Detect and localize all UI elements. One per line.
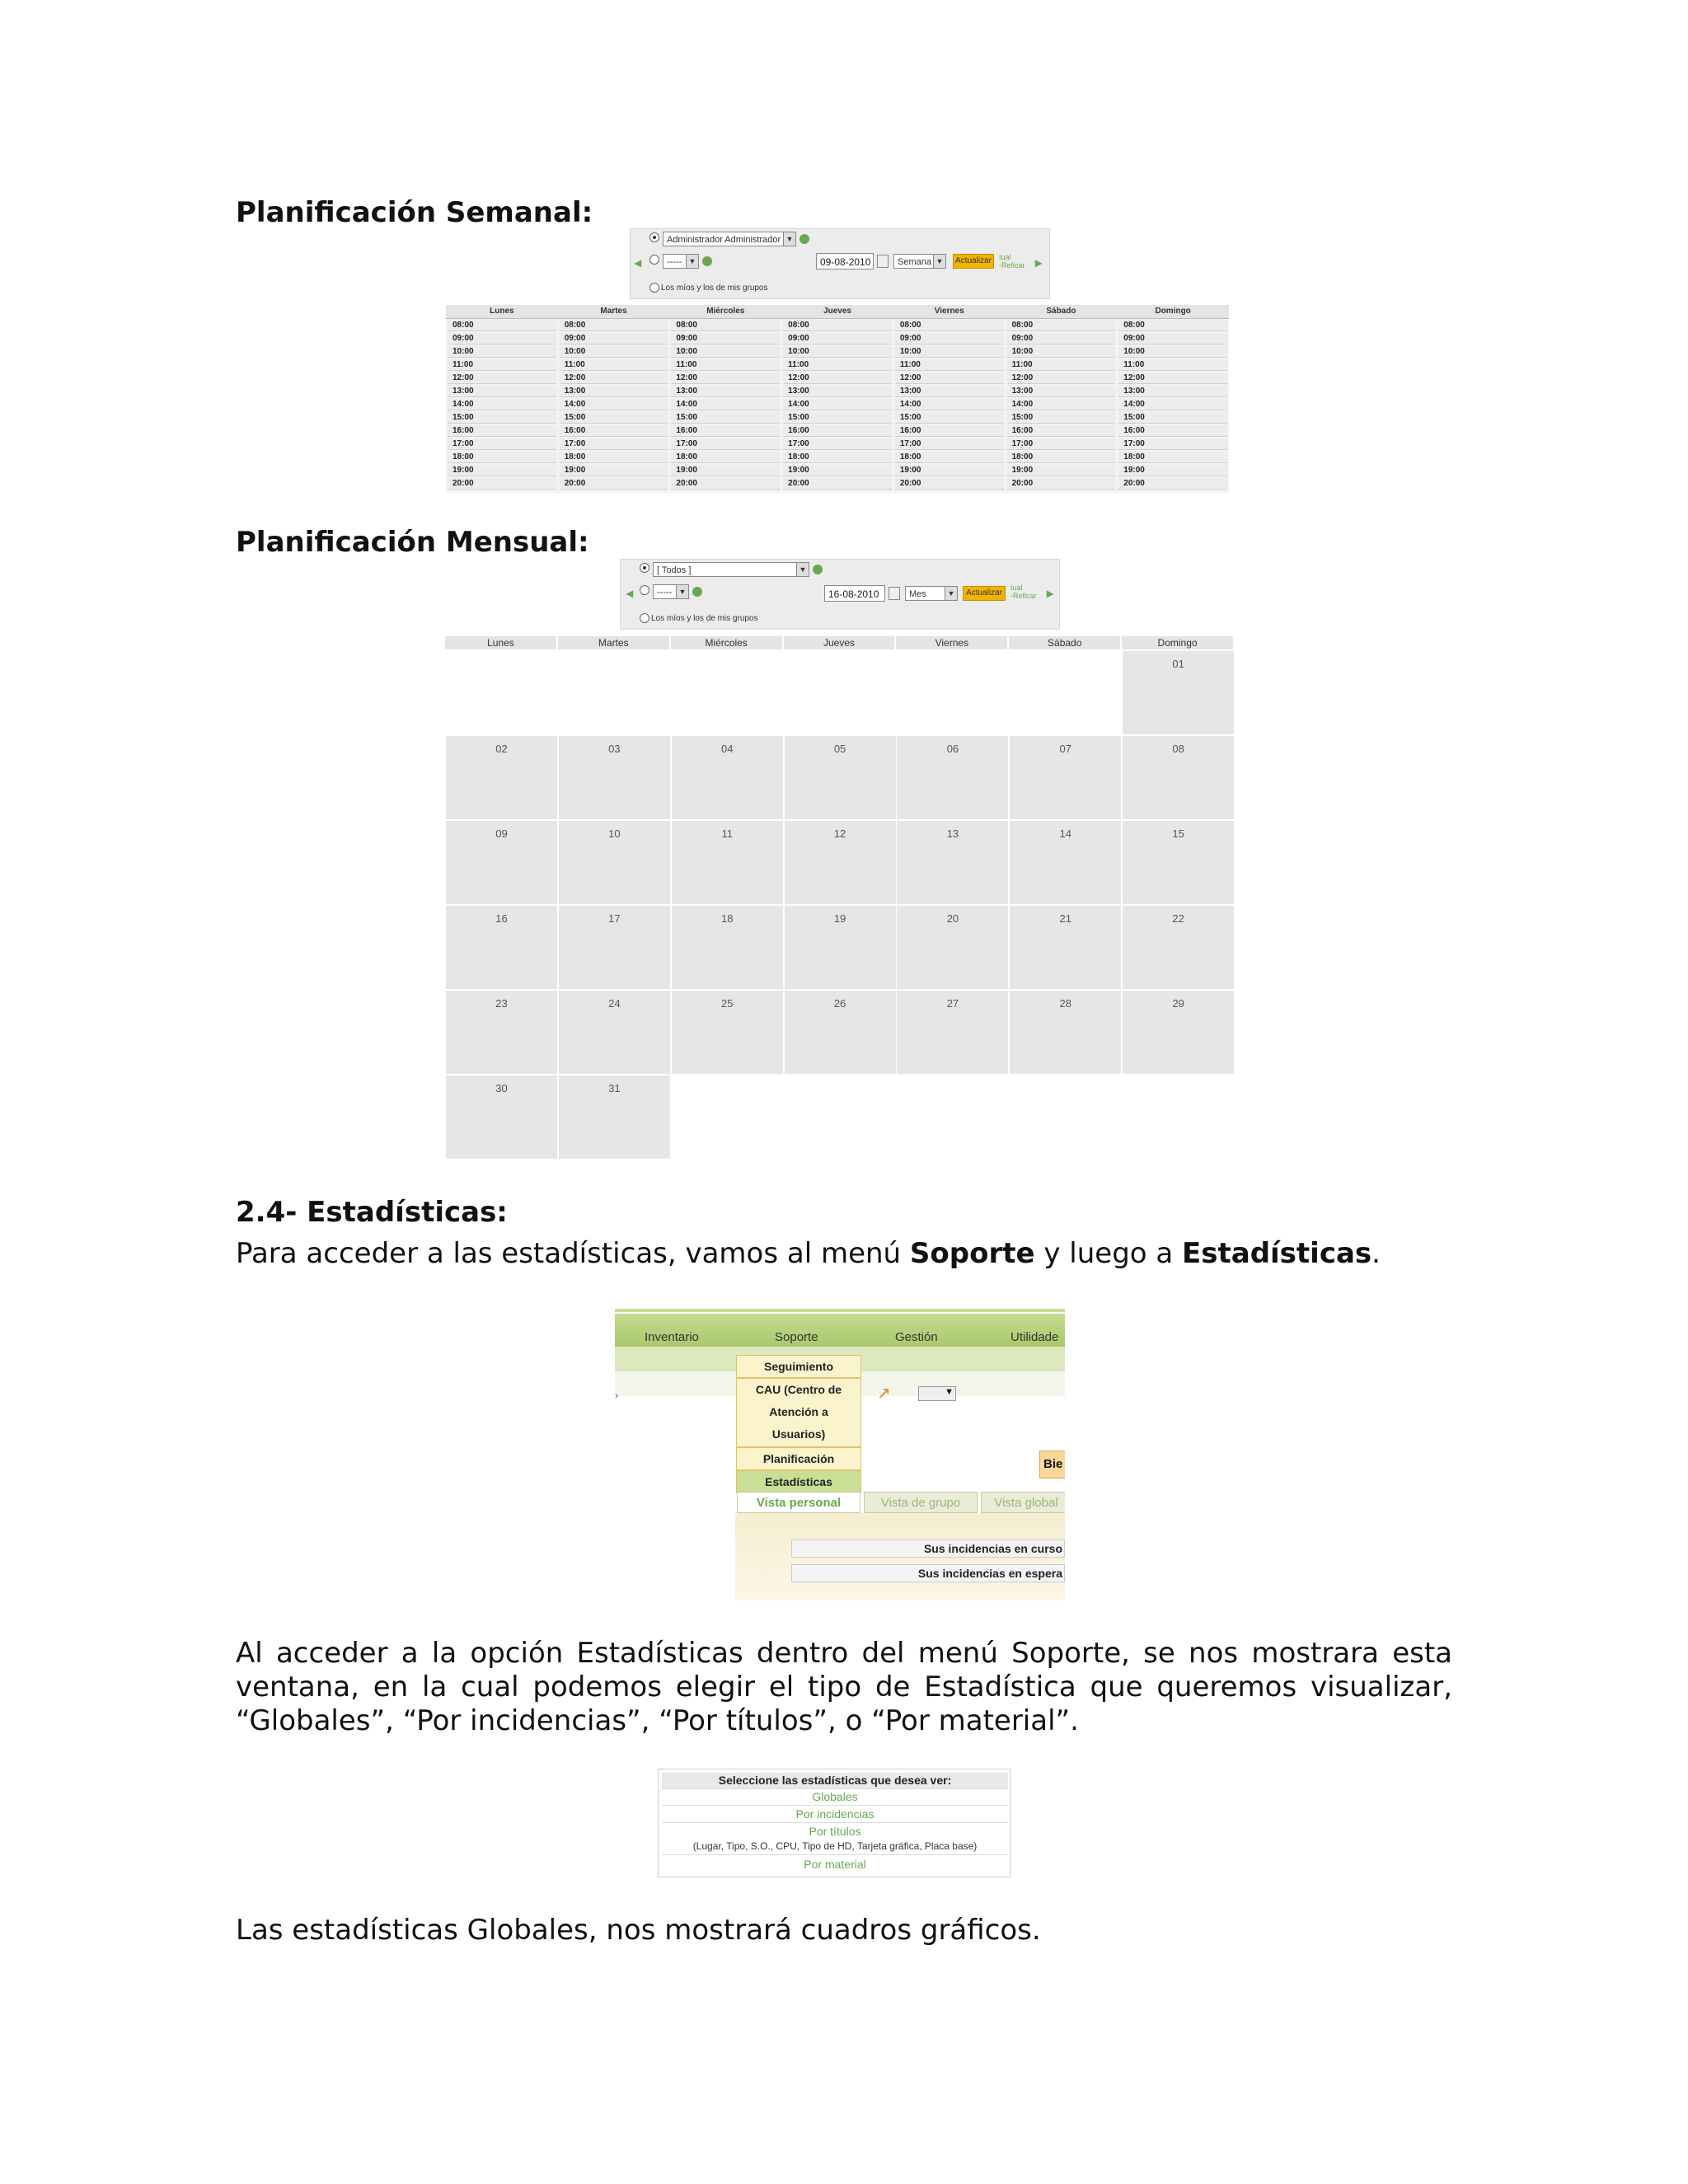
weekly-time-slot[interactable]: 20:00 (560, 478, 668, 490)
calendar-day-cell[interactable] (446, 1076, 557, 1159)
weekly-time-slot[interactable]: 15:00 (1118, 412, 1227, 424)
weekly-time-slot[interactable]: 17:00 (560, 438, 668, 450)
weekly-time-slot[interactable]: 17:00 (783, 438, 892, 450)
calendar-day-number: 15 (1172, 827, 1184, 840)
dropdown-estadisticas[interactable]: Estadísticas (736, 1470, 861, 1493)
calendar-day-number: 10 (608, 827, 621, 840)
calendar-day-number: 11 (721, 827, 733, 840)
weekly-time-slot[interactable]: 13:00 (448, 386, 556, 397)
incidencias-curso-button[interactable]: Sus incidencias en curso (791, 1540, 1065, 1558)
menu-item-soporte[interactable]: Soporte (775, 1330, 818, 1344)
weekly-time-slot[interactable]: 10:00 (1007, 346, 1116, 358)
monthly-controls (620, 559, 1060, 630)
stats-option-titulos[interactable]: Por títulos (809, 1825, 861, 1838)
monthly-day-header: Martes (558, 636, 669, 649)
weekly-day-header: Jueves (823, 307, 851, 316)
user-select[interactable]: [ Todos ] ▼ (653, 562, 809, 577)
monthly-calendar (445, 636, 1235, 1160)
tab-vista-grupo[interactable]: Vista de grupo (864, 1492, 978, 1513)
prev-arrow-icon[interactable]: ◂ (626, 587, 634, 601)
weekly-time-slot[interactable]: 09:00 (671, 333, 780, 344)
calendar-day-number: 16 (495, 912, 508, 925)
weekly-time-slot[interactable]: 18:00 (895, 452, 1004, 463)
weekly-time-slot[interactable]: 09:00 (448, 333, 556, 344)
calendar-day-cell[interactable] (672, 991, 783, 1074)
weekly-time-slot[interactable]: 13:00 (1118, 386, 1227, 397)
calendar-day-number: 21 (1059, 912, 1072, 925)
weekly-time-slot[interactable]: 10:00 (783, 346, 892, 358)
weekly-time-slot[interactable]: 12:00 (671, 373, 780, 384)
paragraph-1: Para acceder a las estadísticas, vamos al menú Soporte y luego a Estadísticas. (236, 1237, 1381, 1270)
refresh-icon[interactable] (692, 587, 702, 597)
calendar-day-number: 06 (946, 743, 959, 755)
weekly-time-slot[interactable]: 17:00 (671, 438, 780, 450)
weekly-time-slot[interactable]: 08:00 (448, 320, 556, 331)
weekly-time-slot[interactable]: 11:00 (671, 359, 780, 371)
weekly-time-slot[interactable]: 15:00 (783, 412, 892, 424)
menu-screenshot (615, 1309, 1065, 1601)
stats-option-material[interactable]: Por material (804, 1858, 866, 1871)
weekly-time-slot[interactable]: 08:00 (895, 320, 1004, 331)
user-radio[interactable] (640, 563, 649, 573)
weekly-time-slot[interactable]: 19:00 (560, 465, 668, 476)
calendar-day-number: 25 (720, 997, 734, 1010)
group-radio[interactable] (640, 585, 649, 595)
user-radio[interactable] (649, 232, 659, 242)
calendar-day-cell[interactable] (785, 736, 896, 819)
date-input[interactable]: 16-08-2010 (824, 585, 885, 602)
calendar-day-number: 02 (495, 743, 508, 755)
calendar-day-cell[interactable] (672, 906, 783, 989)
group-select[interactable]: ----- ▼ (653, 584, 689, 599)
weekly-time-slot[interactable]: 20:00 (1007, 478, 1116, 490)
calendar-icon[interactable] (889, 587, 900, 600)
calendar-day-cell[interactable] (785, 991, 896, 1074)
weekly-time-slot[interactable]: 19:00 (448, 465, 556, 476)
weekly-time-slot[interactable]: 08:00 (671, 320, 780, 331)
weekly-time-slot[interactable]: 13:00 (1007, 386, 1116, 397)
weekly-time-slot[interactable]: 15:00 (1007, 412, 1116, 424)
weekly-time-slot[interactable]: 11:00 (560, 359, 668, 371)
section-heading: 2.4- Estadísticas: (236, 1196, 508, 1229)
calendar-day-cell[interactable] (1010, 906, 1121, 989)
monthly-heading: Planificación Mensual: (236, 526, 589, 559)
calendar-day-cell[interactable] (446, 821, 557, 904)
view-select[interactable]: Semana ▼ (893, 254, 946, 269)
calendar-day-cell[interactable] (446, 736, 557, 819)
calendar-day-cell[interactable] (559, 991, 670, 1074)
stats-option-incidencias[interactable]: Por incidencias (662, 1807, 1008, 1823)
calendar-day-cell[interactable] (446, 906, 557, 989)
weekly-time-slot[interactable]: 11:00 (448, 359, 556, 371)
weekly-time-slot[interactable]: 17:00 (1007, 438, 1116, 450)
weekly-time-slot[interactable]: 16:00 (1118, 425, 1227, 437)
mine-label: Los míos y los de mis grupos (651, 614, 758, 623)
monthly-day-header: Lunes (445, 636, 556, 649)
calendar-day-cell[interactable] (559, 1076, 670, 1159)
calendar-day-number: 20 (946, 912, 959, 925)
weekly-time-slot[interactable]: 18:00 (560, 452, 668, 463)
monthly-day-header: Sábado (1009, 636, 1120, 649)
group-radio[interactable] (649, 255, 659, 265)
weekly-time-slot[interactable]: 16:00 (560, 425, 668, 437)
weekly-time-slot[interactable]: 20:00 (1118, 478, 1227, 490)
weekly-time-slot[interactable]: 12:00 (448, 373, 556, 384)
weekly-time-slot[interactable]: 19:00 (895, 465, 1004, 476)
calendar-day-number: 14 (1059, 827, 1072, 840)
calendar-day-number: 01 (1172, 658, 1184, 670)
refresh-icon[interactable] (813, 565, 823, 574)
date-input[interactable]: 09-08-2010 (816, 253, 874, 269)
mine-radio[interactable] (640, 613, 649, 623)
weekly-time-slot[interactable]: 18:00 (783, 452, 892, 463)
welcome-box: Bie (1039, 1451, 1065, 1479)
refresh-icon[interactable] (702, 256, 712, 266)
monthly-day-header: Miércoles (671, 636, 782, 649)
next-arrow-icon[interactable]: ▸ (1047, 587, 1054, 601)
chevron-right-icon: › (615, 1390, 618, 1401)
user-select[interactable]: Administrador Administrador ▼ (663, 232, 796, 246)
weekly-time-slot[interactable]: 19:00 (671, 465, 780, 476)
calendar-day-cell[interactable] (1010, 736, 1121, 819)
calendar-day-cell[interactable] (1123, 991, 1234, 1074)
calendar-day-number: 09 (495, 827, 508, 840)
calendar-day-cell[interactable] (897, 906, 1008, 989)
weekly-time-slot[interactable]: 14:00 (895, 399, 1004, 410)
calendar-day-number: 05 (833, 743, 846, 755)
calendar-day-number: 30 (495, 1082, 508, 1094)
calendar-day-number: 19 (833, 912, 846, 925)
dropdown-planificacion[interactable]: Planificación (736, 1447, 861, 1470)
weekly-time-slot[interactable]: 08:00 (560, 320, 668, 331)
calendar-day-cell[interactable] (897, 991, 1008, 1074)
calendar-day-number: 27 (946, 997, 959, 1010)
weekly-day-header: Martes (600, 307, 627, 316)
weekly-controls (630, 228, 1050, 299)
weekly-day-header: Miércoles (706, 307, 745, 316)
calendar-day-cell[interactable] (1123, 821, 1234, 904)
weekly-time-slot[interactable]: 18:00 (448, 452, 556, 463)
weekly-time-slot[interactable]: 17:00 (1118, 438, 1227, 450)
weekly-time-slot[interactable]: 08:00 (1007, 320, 1116, 331)
next-arrow-icon[interactable]: ▸ (1035, 256, 1043, 270)
weekly-time-slot[interactable]: 17:00 (895, 438, 1004, 450)
weekly-time-slot[interactable]: 13:00 (560, 386, 668, 397)
weekly-time-slot[interactable]: 09:00 (783, 333, 892, 344)
calendar-day-number: 22 (1172, 912, 1184, 925)
calendar-day-cell[interactable] (897, 821, 1008, 904)
weekly-time-slot[interactable]: 10:00 (560, 346, 668, 358)
weekly-time-slot[interactable]: 13:00 (783, 386, 892, 397)
stats-option-titulos-detail: (Lugar, Tipo, S.O., CPU, Tipo de HD, Tarjeta gráfica, Placa base) (662, 1839, 1008, 1855)
calendar-day-cell[interactable] (785, 821, 896, 904)
update-button[interactable]: Actualizar (953, 254, 994, 269)
weekly-time-slot[interactable]: 10:00 (895, 346, 1004, 358)
weekly-time-slot[interactable]: 16:00 (895, 425, 1004, 437)
calendar-day-number: 07 (1059, 743, 1072, 755)
calendar-day-number: 13 (946, 827, 959, 840)
weekly-time-slot[interactable]: 18:00 (1118, 452, 1227, 463)
calendar-day-cell[interactable] (1123, 906, 1234, 989)
weekly-heading: Planificación Semanal: (236, 196, 593, 229)
calendar-day-cell[interactable] (1123, 651, 1234, 734)
weekly-time-slot[interactable]: 14:00 (1118, 399, 1227, 410)
calendar-day-number: 08 (1172, 743, 1184, 755)
weekly-time-slot[interactable]: 19:00 (1007, 465, 1116, 476)
weekly-table (446, 305, 1229, 493)
weekly-time-slot[interactable]: 18:00 (671, 452, 780, 463)
calendar-day-number: 18 (720, 912, 734, 925)
weekly-time-slot[interactable]: 16:00 (783, 425, 892, 437)
prev-arrow-icon[interactable]: ◂ (635, 256, 642, 270)
weekly-time-slot[interactable]: 08:00 (1118, 320, 1227, 331)
calendar-day-cell[interactable] (785, 906, 896, 989)
weekly-time-slot[interactable]: 11:00 (895, 359, 1004, 371)
weekly-time-slot[interactable]: 12:00 (560, 373, 668, 384)
calendar-day-cell[interactable] (559, 906, 670, 989)
calendar-day-cell[interactable] (559, 821, 670, 904)
weekly-time-slot[interactable]: 12:00 (783, 373, 892, 384)
monthly-day-header: Domingo (1122, 636, 1233, 649)
weekly-time-slot[interactable]: 20:00 (783, 478, 892, 490)
stats-title: Seleccione las estadísticas que desea ver: (662, 1773, 1008, 1789)
weekly-time-slot[interactable]: 11:00 (783, 359, 892, 371)
weekly-time-slot[interactable]: 15:00 (560, 412, 668, 424)
paragraph-2: Al acceder a la opción Estadísticas dentro del menú Soporte, se nos mostrara esta ventana, en la cual podemos elegir el tipo de Estadística que queremos visualizar, “Globales”, “Por incidencias”, “Por títulos”, o “Por material”. (236, 1637, 1452, 1737)
group-select[interactable]: ----- ▼ (663, 254, 699, 269)
today-link[interactable]: Iual -Reficar (1010, 583, 1037, 600)
weekly-time-slot[interactable]: 14:00 (1007, 399, 1116, 410)
weekly-day-header: Sábado (1046, 307, 1076, 316)
menu-item-inventario[interactable]: Inventario (645, 1330, 699, 1344)
monthly-day-header: Jueves (784, 636, 895, 649)
update-button[interactable]: Actualizar (963, 586, 1006, 601)
calendar-day-number: 26 (833, 997, 846, 1010)
weekly-time-slot[interactable]: 09:00 (895, 333, 1004, 344)
weekly-time-slot[interactable]: 15:00 (448, 412, 556, 424)
calendar-day-cell[interactable] (1010, 991, 1121, 1074)
weekly-time-slot[interactable]: 12:00 (895, 373, 1004, 384)
calendar-day-cell[interactable] (559, 736, 670, 819)
weekly-time-slot[interactable]: 09:00 (1007, 333, 1116, 344)
weekly-time-slot[interactable]: 20:00 (448, 478, 556, 490)
grid-select-icon[interactable]: ▼ (918, 1386, 956, 1401)
weekly-time-slot[interactable]: 16:00 (448, 425, 556, 437)
calendar-day-number: 23 (495, 997, 508, 1010)
tab-vista-personal[interactable]: Vista personal (737, 1492, 860, 1513)
weekly-time-slot[interactable]: 19:00 (1118, 465, 1227, 476)
weekly-time-slot[interactable]: 13:00 (895, 386, 1004, 397)
weekly-time-slot[interactable]: 09:00 (1118, 333, 1227, 344)
weekly-time-slot[interactable]: 18:00 (1007, 452, 1116, 463)
weekly-time-slot[interactable]: 10:00 (448, 346, 556, 358)
weekly-time-slot[interactable]: 11:00 (1118, 359, 1227, 371)
calendar-day-number: 17 (608, 912, 621, 925)
weekly-day-header: Lunes (490, 307, 514, 316)
refresh-icon[interactable] (799, 234, 809, 244)
weekly-time-slot[interactable]: 11:00 (1007, 359, 1116, 371)
weekly-time-slot[interactable]: 14:00 (560, 399, 668, 410)
weekly-time-slot[interactable]: 20:00 (895, 478, 1004, 490)
weekly-time-slot[interactable]: 16:00 (671, 425, 780, 437)
mine-radio[interactable] (649, 283, 659, 293)
weekly-time-slot[interactable]: 15:00 (671, 412, 780, 424)
calendar-day-number: 24 (608, 997, 621, 1010)
menu-item-gestion[interactable]: Gestión (895, 1330, 938, 1344)
monthly-day-header: Viernes (896, 636, 1007, 649)
dropdown-seguimiento[interactable]: Seguimiento (736, 1355, 861, 1378)
weekly-time-slot[interactable]: 16:00 (1007, 425, 1116, 437)
calendar-day-number: 04 (720, 743, 734, 755)
weekly-time-slot[interactable]: 19:00 (783, 465, 892, 476)
weekly-day-header: Viernes (934, 307, 964, 316)
weekly-time-slot[interactable]: 14:00 (448, 399, 556, 410)
today-link[interactable]: Iual -Reficar (999, 253, 1025, 269)
weekly-time-slot[interactable]: 14:00 (783, 399, 892, 410)
weekly-time-slot[interactable]: 12:00 (1007, 373, 1116, 384)
mine-label: Los míos y los de mis grupos (661, 284, 768, 293)
calendar-day-number: 29 (1172, 997, 1184, 1010)
calendar-icon[interactable] (877, 255, 889, 268)
weekly-time-slot[interactable]: 12:00 (1118, 373, 1227, 384)
weekly-time-slot[interactable]: 17:00 (448, 438, 556, 450)
edit-arrow-icon[interactable]: ↗ (877, 1385, 891, 1403)
weekly-time-slot[interactable]: 08:00 (783, 320, 892, 331)
menu-item-utilidades[interactable]: Utilidade (1010, 1330, 1059, 1344)
tab-vista-global[interactable]: Vista global (981, 1492, 1065, 1513)
calendar-day-number: 28 (1059, 997, 1072, 1010)
calendar-day-cell[interactable] (446, 991, 557, 1074)
weekly-time-slot[interactable]: 09:00 (560, 333, 668, 344)
incidencias-espera-button[interactable]: Sus incidencias en espera (791, 1564, 1065, 1582)
weekly-time-slot[interactable]: 13:00 (671, 386, 780, 397)
calendar-day-cell[interactable] (1010, 821, 1121, 904)
dropdown-cau[interactable]: CAU (Centro de Atención a Usuarios) (736, 1378, 861, 1447)
paragraph-3: Las estadísticas Globales, nos mostrará cuadros gráficos. (236, 1914, 1041, 1947)
weekly-time-slot[interactable]: 20:00 (671, 478, 780, 490)
weekly-time-slot[interactable]: 15:00 (895, 412, 1004, 424)
weekly-day-header: Domingo (1155, 307, 1191, 316)
weekly-time-slot[interactable]: 10:00 (671, 346, 780, 358)
calendar-day-cell[interactable] (897, 736, 1008, 819)
stats-option-globales[interactable]: Globales (662, 1789, 1008, 1806)
calendar-day-number: 31 (608, 1082, 621, 1094)
calendar-day-cell[interactable] (672, 736, 783, 819)
view-select[interactable]: Mes ▼ (905, 586, 958, 601)
calendar-day-cell[interactable] (672, 821, 783, 904)
weekly-time-slot[interactable]: 10:00 (1118, 346, 1227, 358)
stats-box (658, 1769, 1010, 1877)
weekly-time-slot[interactable]: 14:00 (671, 399, 780, 410)
calendar-day-cell[interactable] (1123, 736, 1234, 819)
calendar-day-number: 12 (833, 827, 846, 840)
calendar-day-number: 03 (608, 743, 621, 755)
